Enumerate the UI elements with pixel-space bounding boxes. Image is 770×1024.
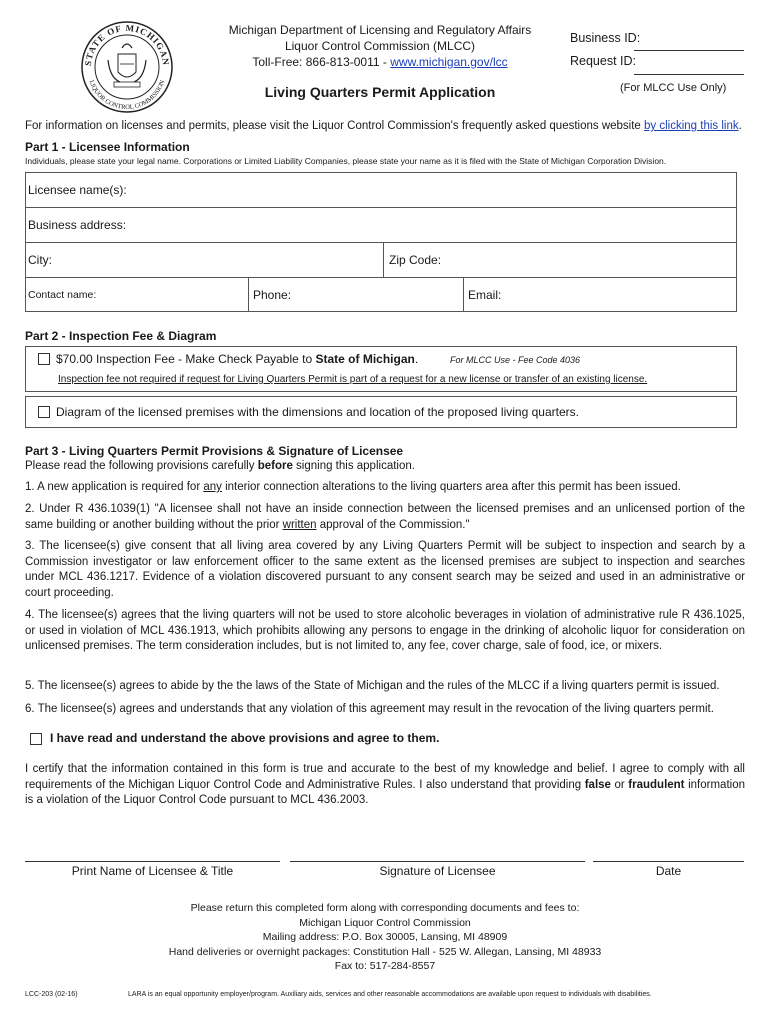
fax-number: Fax to: 517-284-8557 xyxy=(334,960,436,972)
provision-1-text-end: interior connection alterations to the living quarters area after this permit has been issued. xyxy=(221,481,681,493)
certification-false: false xyxy=(584,778,611,791)
info-line xyxy=(25,120,742,132)
provision-1 xyxy=(25,480,745,496)
divider xyxy=(25,207,737,208)
diagram-text: Diagram of the licensed premises with the dimensions and location of the proposed living quarters. xyxy=(56,405,579,419)
michigan-state-seal-icon xyxy=(80,20,174,114)
divider xyxy=(25,277,737,278)
business-id-label: Business ID: xyxy=(570,31,641,45)
intro-text: Please read the following provisions carefully xyxy=(25,460,258,472)
header-block xyxy=(200,22,560,70)
contact-name-field[interactable]: Contact name: xyxy=(28,289,97,301)
website-link[interactable]: www.michigan.gov/lcc xyxy=(390,55,508,69)
submission-instructions xyxy=(25,901,745,974)
faq-link[interactable]: by clicking this link xyxy=(644,120,739,132)
request-id-field[interactable] xyxy=(634,74,744,75)
mailing-address: Mailing address: P.O. Box 30005, Lansing, MI 48909 xyxy=(262,931,508,943)
commission-address-name: Michigan Liquor Control Commission xyxy=(299,916,471,929)
fee-code-note: For MLCC Use - Fee Code 4036 xyxy=(450,355,581,365)
intro-text-end: signing this application. xyxy=(292,460,415,472)
provision-2-text: 2. Under R 436.1039(1) "A licensee shall not have an inside connection between the licensed premises and an unlicensed portion of the same building or another building without the prior xyxy=(25,503,745,531)
certification-text-end: information is a violation of the Liquor Control Code pursuant to MCL 436.2003. xyxy=(25,778,745,806)
zip-code-field[interactable]: Zip Code: xyxy=(389,253,442,267)
certification-text: I certify that the information contained in this form is true and accurate to the best of my knowledge and belief. I agree to comply with all requirements of the Michigan Liquor Control Code and Administrative Rules. I also understand that providing xyxy=(25,763,745,791)
provision-2-text-end: approval of the Commission." xyxy=(316,518,470,531)
date-label: Date xyxy=(655,864,682,878)
provision-6: 6. The licensee(s) agrees and understands that any violation of this agreement may result in the revocation of the living quarters permit. xyxy=(25,703,714,715)
print-name-field[interactable] xyxy=(25,861,280,862)
toll-free-number: Toll-Free: 866-813-0011 - xyxy=(252,55,391,69)
city-field[interactable]: City: xyxy=(28,253,52,267)
part1-heading: Part 1 - Licensee Information xyxy=(25,140,190,154)
divider xyxy=(248,277,249,312)
form-id: LCC-203 (02-16) xyxy=(25,991,78,998)
provision-5: 5. The licensee(s) agrees to abide by the the laws of the State of Michigan and the rules of the MLCC if a living quarters permit is issued. xyxy=(25,680,720,692)
diagram-checkbox[interactable] xyxy=(38,406,50,418)
business-id-field[interactable] xyxy=(634,50,744,51)
fee-payee: State of Michigan xyxy=(315,352,415,366)
provision-1-emphasis: any xyxy=(203,481,222,493)
provision-1-text: 1. A new application is required for xyxy=(25,481,204,493)
fee-end: . xyxy=(414,352,419,366)
agree-checkbox[interactable] xyxy=(30,733,42,745)
info-text: For information on licenses and permits, please visit the Liquor Control Commission's frequently asked questions website xyxy=(25,120,645,132)
fee-line xyxy=(56,352,418,366)
print-name-label: Print Name of Licensee & Title xyxy=(71,864,234,878)
agree-statement: I have read and understand the above provisions and agree to them. xyxy=(50,731,440,745)
commission-name: Liquor Control Commission (MLCC) xyxy=(284,39,476,53)
info-end: . xyxy=(738,120,742,132)
divider xyxy=(25,242,737,243)
fee-text: $70.00 Inspection Fee - Make Check Payable to xyxy=(56,352,316,366)
request-id-label: Request ID: xyxy=(570,54,637,68)
part1-subtext: Individuals, please state your legal name. Corporations or Limited Liability Companies, please state your name as it is filed with the State of Michigan Corporation Division. xyxy=(25,156,667,166)
signature-label: Signature of Licensee xyxy=(379,864,496,878)
part2-heading: Part 2 - Inspection Fee & Diagram xyxy=(25,329,217,343)
svg-text:STATE OF MICHIGAN: STATE OF MICHIGAN xyxy=(82,22,172,67)
business-address-field[interactable]: Business address: xyxy=(28,218,127,232)
certification-fraudulent: fraudulent xyxy=(628,778,685,791)
svg-text:LIQUOR CONTROL COMMISSION: LIQUOR CONTROL COMMISSION xyxy=(87,79,167,112)
equal-opportunity-note: LARA is an equal opportunity employer/program. Auxiliary aids, services and other reasonable accommodations are available upon request to individuals with disabilities. xyxy=(128,991,652,998)
provision-4: 4. The licensee(s) agrees that the living quarters will not be used to store alcoholic beverages in violation of administrative rule R 436.1025, or used in violation of MCL 436.1913, which prohibits allowing any persons to engage in the drinking of alcoholic liquor for consideration on unlicensed premises. The term consideration includes, but is not limited to, any fee, cover charge, sale of food, ice, or mixers. xyxy=(25,609,745,652)
certification-or: or xyxy=(610,778,629,791)
signature-field[interactable] xyxy=(290,861,585,862)
contact-line xyxy=(200,54,560,70)
department-name: Michigan Department of Licensing and Regulatory Affairs xyxy=(228,23,532,37)
page-title: Living Quarters Permit Application xyxy=(264,84,496,100)
divider xyxy=(383,242,384,277)
provision-3: 3. The licensee(s) give consent that all living area covered by any Living Quarters Permit will be subject to inspection and search by a Commission investigator or law enforcement officer to the same extent as the licensed premises are subject to inspection and searches under MCL 436.1217. Evidence of a violation discovered pursuant to any consent search may be seized and used in an administrative or court proceeding. xyxy=(25,540,745,599)
return-instruction: Please return this completed form along with corresponding documents and fees to: xyxy=(190,902,580,914)
phone-field[interactable]: Phone: xyxy=(253,288,292,302)
intro-emphasis: before xyxy=(257,460,293,472)
email-field[interactable]: Email: xyxy=(468,288,502,302)
divider xyxy=(463,277,464,312)
certification-statement xyxy=(25,762,745,809)
fee-exemption-note: Inspection fee not required if request for Living Quarters Permit is part of a request for a new license or transfer of an existing license. xyxy=(58,374,648,385)
mlcc-use-note: (For MLCC Use Only) xyxy=(620,82,727,94)
hand-delivery-address: Hand deliveries or overnight packages: Constitution Hall - 525 W. Allegan, Lansing, MI 48933 xyxy=(168,945,602,958)
date-field[interactable] xyxy=(593,861,744,862)
part3-intro xyxy=(25,459,745,475)
licensee-names-field[interactable]: Licensee name(s): xyxy=(28,183,127,197)
provision-2 xyxy=(25,502,745,533)
part3-heading: Part 3 - Living Quarters Permit Provisions & Signature of Licensee xyxy=(25,444,404,458)
provision-2-emphasis: written xyxy=(282,518,317,531)
fee-checkbox[interactable] xyxy=(38,353,50,365)
